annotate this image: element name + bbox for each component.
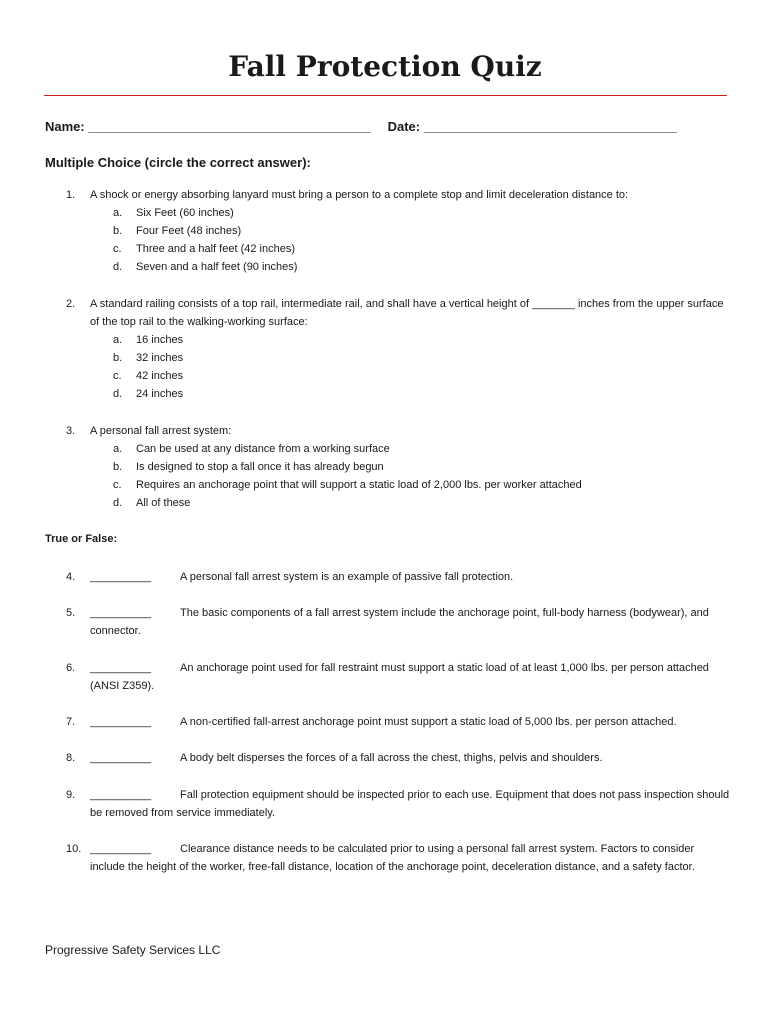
answer-blank[interactable]: __________ — [90, 607, 152, 619]
date-label: Date: — [387, 119, 421, 134]
question-number: 8. — [66, 752, 76, 764]
statement-text: Clearance distance needs to be calculated prior to using a personal fall arrest system. Factors to consider include the height of the worker, free-fall distance, location of the anchorage point, deceleration distance, and a safety factor. — [90, 843, 695, 873]
question-3 — [66, 422, 730, 512]
option-letter: c. — [113, 370, 122, 382]
question-number: 7. — [66, 716, 76, 728]
option-letter: b. — [113, 225, 123, 237]
answer-option[interactable] — [66, 476, 730, 494]
option-letter: c. — [113, 479, 122, 491]
question-text: A shock or energy absorbing lanyard must bring a person to a complete stop and limit deceleration distance to: — [90, 189, 629, 201]
option-text: Four Feet (48 inches) — [136, 225, 242, 237]
option-letter: a. — [113, 443, 123, 455]
statement-text: Fall protection equipment should be inspected prior to each use. Equipment that does not pass inspection should be removed from service immediately. — [90, 789, 730, 819]
answer-option[interactable] — [66, 440, 730, 458]
question-text: A personal fall arrest system: — [90, 425, 232, 437]
statement-text: The basic components of a fall arrest system include the anchorage point, full-body harness (bodywear), and connector. — [90, 607, 709, 637]
answer-option[interactable] — [66, 367, 730, 385]
true-false-item-7 — [66, 713, 730, 731]
question-number: 3. — [66, 425, 76, 437]
answer-option[interactable] — [66, 385, 730, 403]
option-text: Six Feet (60 inches) — [136, 207, 234, 219]
answer-option[interactable] — [66, 258, 730, 276]
true-false-heading: True or False: — [45, 533, 118, 545]
option-text: 42 inches — [136, 370, 184, 382]
true-false-item-4 — [66, 568, 730, 586]
true-false-item-10 — [66, 840, 730, 876]
option-text: Is designed to stop a fall once it has already begun — [136, 461, 384, 473]
statement-text: A personal fall arrest system is an example of passive fall protection. — [180, 571, 514, 583]
answer-blank[interactable]: __________ — [90, 716, 152, 728]
answer-option[interactable] — [66, 458, 730, 476]
title-divider — [44, 95, 727, 96]
true-false-item-5 — [66, 604, 730, 640]
footer-company: Progressive Safety Services LLC — [45, 943, 221, 957]
option-letter: c. — [113, 243, 122, 255]
option-letter: b. — [113, 461, 123, 473]
answer-option[interactable] — [66, 331, 730, 349]
option-letter: d. — [113, 497, 123, 509]
question-number: 9. — [66, 789, 76, 801]
option-letter: d. — [113, 388, 123, 400]
answer-blank[interactable]: __________ — [90, 789, 152, 801]
option-text: 16 inches — [136, 334, 184, 346]
option-text: 32 inches — [136, 352, 184, 364]
true-false-item-9 — [66, 786, 730, 822]
answer-option[interactable] — [66, 494, 730, 512]
option-text: Three and a half feet (42 inches) — [136, 243, 295, 255]
statement-text: A non-certified fall-arrest anchorage point must support a static load of 5,000 lbs. per person attached. — [180, 716, 677, 728]
question-number: 1. — [66, 189, 76, 201]
question-number: 10. — [66, 843, 82, 855]
answer-option[interactable] — [66, 349, 730, 367]
name-label: Name: — [45, 119, 85, 134]
answer-blank[interactable]: __________ — [90, 752, 152, 764]
option-text: All of these — [136, 497, 191, 509]
answer-option[interactable] — [66, 204, 730, 222]
option-letter: a. — [113, 207, 123, 219]
name-field[interactable]: _______________________________________ — [88, 119, 371, 134]
question-number: 2. — [66, 298, 76, 310]
date-field[interactable]: ___________________________________ — [423, 119, 677, 134]
answer-option[interactable] — [66, 222, 730, 240]
statement-text: An anchorage point used for fall restraint must support a static load of at least 1,000 lbs. per person attached (ANSI Z359). — [90, 662, 709, 692]
option-text: Can be used at any distance from a working surface — [136, 443, 390, 455]
question-1 — [66, 186, 730, 276]
answer-blank[interactable]: __________ — [90, 843, 152, 855]
multiple-choice-heading: Multiple Choice (circle the correct answer): — [45, 155, 311, 170]
option-letter: d. — [113, 261, 123, 273]
true-false-item-6 — [66, 659, 730, 695]
option-text: 24 inches — [136, 388, 184, 400]
option-text: Seven and a half feet (90 inches) — [136, 261, 298, 273]
question-2 — [66, 295, 730, 403]
answer-blank[interactable]: __________ — [90, 571, 152, 583]
question-number: 5. — [66, 607, 76, 619]
answer-option[interactable] — [66, 240, 730, 258]
question-text: A standard railing consists of a top rail, intermediate rail, and shall have a vertical height of _______ inches from the upper surface of the top rail to the walking-working surface: — [90, 298, 724, 328]
page-title: Fall Protection Quiz — [228, 50, 542, 83]
answer-blank[interactable]: __________ — [90, 662, 152, 674]
question-number: 4. — [66, 571, 76, 583]
option-letter: b. — [113, 352, 123, 364]
statement-text: A body belt disperses the forces of a fall across the chest, thighs, pelvis and shoulders. — [180, 752, 603, 764]
name-date-line — [45, 119, 677, 134]
option-text: Requires an anchorage point that will support a static load of 2,000 lbs. per worker attached — [136, 479, 582, 491]
option-letter: a. — [113, 334, 123, 346]
true-false-item-8 — [66, 749, 730, 767]
question-number: 6. — [66, 662, 76, 674]
